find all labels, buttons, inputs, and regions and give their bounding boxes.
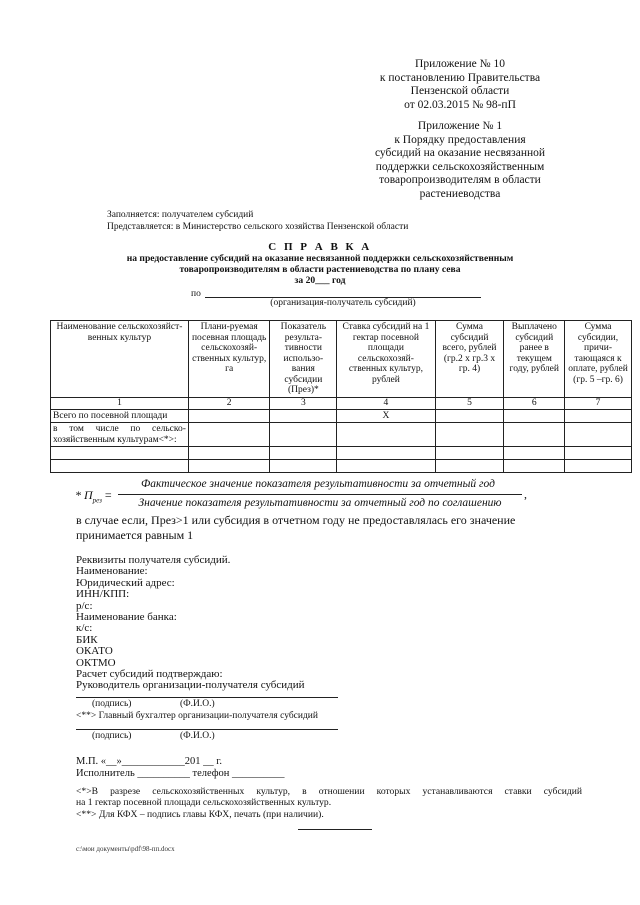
appendix1-line1: Приложение № 10 (415, 58, 505, 70)
formula-numerator: Фактическое значение показателя результативности за отчетный год (141, 478, 495, 490)
table-cell[interactable] (51, 447, 189, 460)
footnote-1b: на 1 гектар посевной площади сельскохозяйственных культур. (76, 797, 332, 808)
formula-comma: , (524, 487, 527, 501)
table-cell[interactable] (435, 447, 504, 460)
row-total-mark: Х (337, 409, 435, 423)
formula-prefix: * П (75, 488, 93, 502)
header-cell: Сумма субсидии, причи-тающаяся к оплате, рублей (гр. 5 –гр. 6) (565, 321, 632, 398)
table-cell[interactable] (504, 460, 565, 473)
appendix2-line2: к Порядку предоставления (394, 133, 526, 146)
requisite-line: Наименование банка: (76, 611, 177, 624)
title-sub2: товаропроизводителям в области растениеводства по плану сева (179, 264, 461, 275)
header-cell: Сумма субсидий всего, рублей (гр.2 х гр.3 х гр. 4) (435, 321, 504, 398)
appendix-block-1 (330, 58, 590, 112)
column-number: 2 (188, 397, 270, 409)
header-cell: Выплачено субсидий ранее в текущем году, рублей (504, 321, 565, 398)
formula-subscript: рез (92, 496, 102, 505)
header-cell: Плани-руемая посевная площадь сельскохозяй-ственных культур, га (188, 321, 270, 398)
footnote-2: <**> Для КФХ – подпись главы КФХ, печать (при наличии). (76, 809, 324, 820)
row-including-label: в том числе по сельско-хозяйственным культурам<*>: (51, 423, 189, 447)
requisite-line: ОКТМО (76, 656, 116, 669)
result-note (76, 513, 515, 543)
appendix2-line4: поддержки сельскохозяйственным (375, 160, 545, 173)
title-main: С П Р А В К А (268, 241, 372, 253)
column-number: 7 (565, 397, 632, 409)
table-cell[interactable] (435, 460, 504, 473)
column-number: 4 (337, 397, 435, 409)
chief-accountant-label: <**> Главный бухгалтер организации-получателя субсидий (76, 711, 318, 721)
document-title (60, 242, 580, 286)
table-cell[interactable] (337, 460, 435, 473)
formula-denominator: Значение показателя результативности за отчетный год по соглашению (138, 497, 502, 509)
requisite-line: р/с: (76, 599, 93, 612)
requisite-line: БИК (76, 633, 98, 646)
table-row (51, 447, 632, 460)
appendix1-line2: к постановлению Правительства (379, 71, 541, 84)
appendix-block-2 (330, 120, 590, 201)
table-cell[interactable] (565, 423, 632, 447)
requisite-line: Юридический адрес: (76, 576, 175, 589)
table-cell[interactable] (565, 447, 632, 460)
table-row-total (51, 409, 632, 423)
org-po-label: по (191, 289, 201, 299)
submitted-to: Представляется: в Министерство сельского хозяйства Пензенской области (107, 222, 409, 232)
table-cell[interactable] (270, 423, 337, 447)
column-number: 6 (504, 397, 565, 409)
note-line2: принимается равным 1 (76, 528, 194, 542)
table-cell[interactable] (270, 460, 337, 473)
table-cell[interactable] (565, 409, 632, 423)
appendix1-line4: от 02.03.2015 № 98-пП (404, 98, 516, 111)
table-cell[interactable] (188, 447, 270, 460)
column-number: 3 (270, 397, 337, 409)
filled-by: Заполняется: получателем субсидий (107, 210, 254, 220)
requisite-line: Руководитель организации-получателя субсидий (76, 679, 305, 692)
recipient-requisites (76, 555, 305, 692)
table-header-row (51, 321, 632, 398)
table-cell[interactable] (188, 423, 270, 447)
org-caption: (организация-получатель субсидий) (270, 298, 416, 308)
header-cell: Ставка субсидий на 1 гектар посевной площади сельскохозяй-ственных культур, рублей (337, 321, 435, 398)
table-cell[interactable] (270, 447, 337, 460)
table-cell[interactable] (504, 409, 565, 423)
fio-caption-2: (Ф.И.О.) (180, 731, 215, 741)
column-number: 5 (435, 397, 504, 409)
footnote-end-line (298, 829, 372, 830)
requisite-line: Реквизиты получателя субсидий. (76, 554, 231, 566)
table-cell[interactable] (504, 423, 565, 447)
file-path: c:\мои документы\pdf\98-пп.docx (76, 845, 175, 853)
column-number: 1 (51, 397, 189, 409)
table-cell[interactable] (51, 460, 189, 473)
header-cell: Наименование сельскохозяйст-венных культур (51, 321, 189, 398)
signature-line-2 (76, 729, 338, 730)
subsidy-table (50, 320, 632, 473)
note-line1: в случае если, През>1 или субсидия в отчетном году не предоставлялась его значение (76, 513, 516, 527)
signature-line-1 (76, 697, 338, 698)
formula-fraction-bar (118, 494, 522, 495)
appendix2-line1: Приложение № 1 (417, 120, 503, 132)
requisite-line: ОКАТО (76, 645, 113, 658)
table-cell[interactable] (188, 460, 270, 473)
fio-caption-1: (Ф.И.О.) (180, 699, 215, 709)
header-cell: Показатель результа-тивности использо-вания субсидии (През)* (270, 321, 337, 398)
column-number-row (51, 397, 632, 409)
table-cell[interactable] (337, 423, 435, 447)
requisite-line: ИНН/КПП: (76, 588, 130, 601)
formula-equals: = (104, 488, 112, 502)
table-cell[interactable] (504, 447, 565, 460)
table-cell[interactable] (337, 447, 435, 460)
table-cell[interactable] (435, 423, 504, 447)
appendix1-line3: Пензенской области (410, 85, 510, 97)
sign-caption-1: (подпись) (92, 699, 132, 709)
table-cell[interactable] (435, 409, 504, 423)
sign-caption-2: (подпись) (92, 731, 132, 741)
title-year: за 20___ год (294, 275, 346, 286)
requisite-line: Расчет субсидий подтверждаю: (76, 668, 223, 681)
table-row (51, 460, 632, 473)
table-cell[interactable] (270, 409, 337, 423)
appendix2-line3: субсидий на оказание несвязанной (374, 147, 546, 159)
table-cell[interactable] (565, 460, 632, 473)
appendix2-line5: товаропроизводителям в области (379, 174, 541, 186)
formula-lhs (75, 488, 112, 504)
footnote-1a: <*>В разрезе сельскохозяйственных культур, в отношении которых устанавливаются ставки субсидий (76, 786, 582, 797)
table-cell[interactable] (188, 409, 270, 423)
table-row-including (51, 423, 632, 447)
title-sub1: на предоставление субсидий на оказание несвязанной поддержки сельскохозяйственным (126, 253, 514, 264)
requisite-line: Наименование: (76, 565, 148, 578)
executor-line: Исполнитель __________ телефон __________ (76, 768, 285, 779)
stamp-date-line: М.П. «__»____________201 __ г. (76, 756, 223, 767)
row-total-label: Всего по посевной площади (51, 409, 189, 423)
requisite-line: к/с: (76, 622, 93, 635)
appendix2-line6: растениеводства (419, 187, 501, 200)
